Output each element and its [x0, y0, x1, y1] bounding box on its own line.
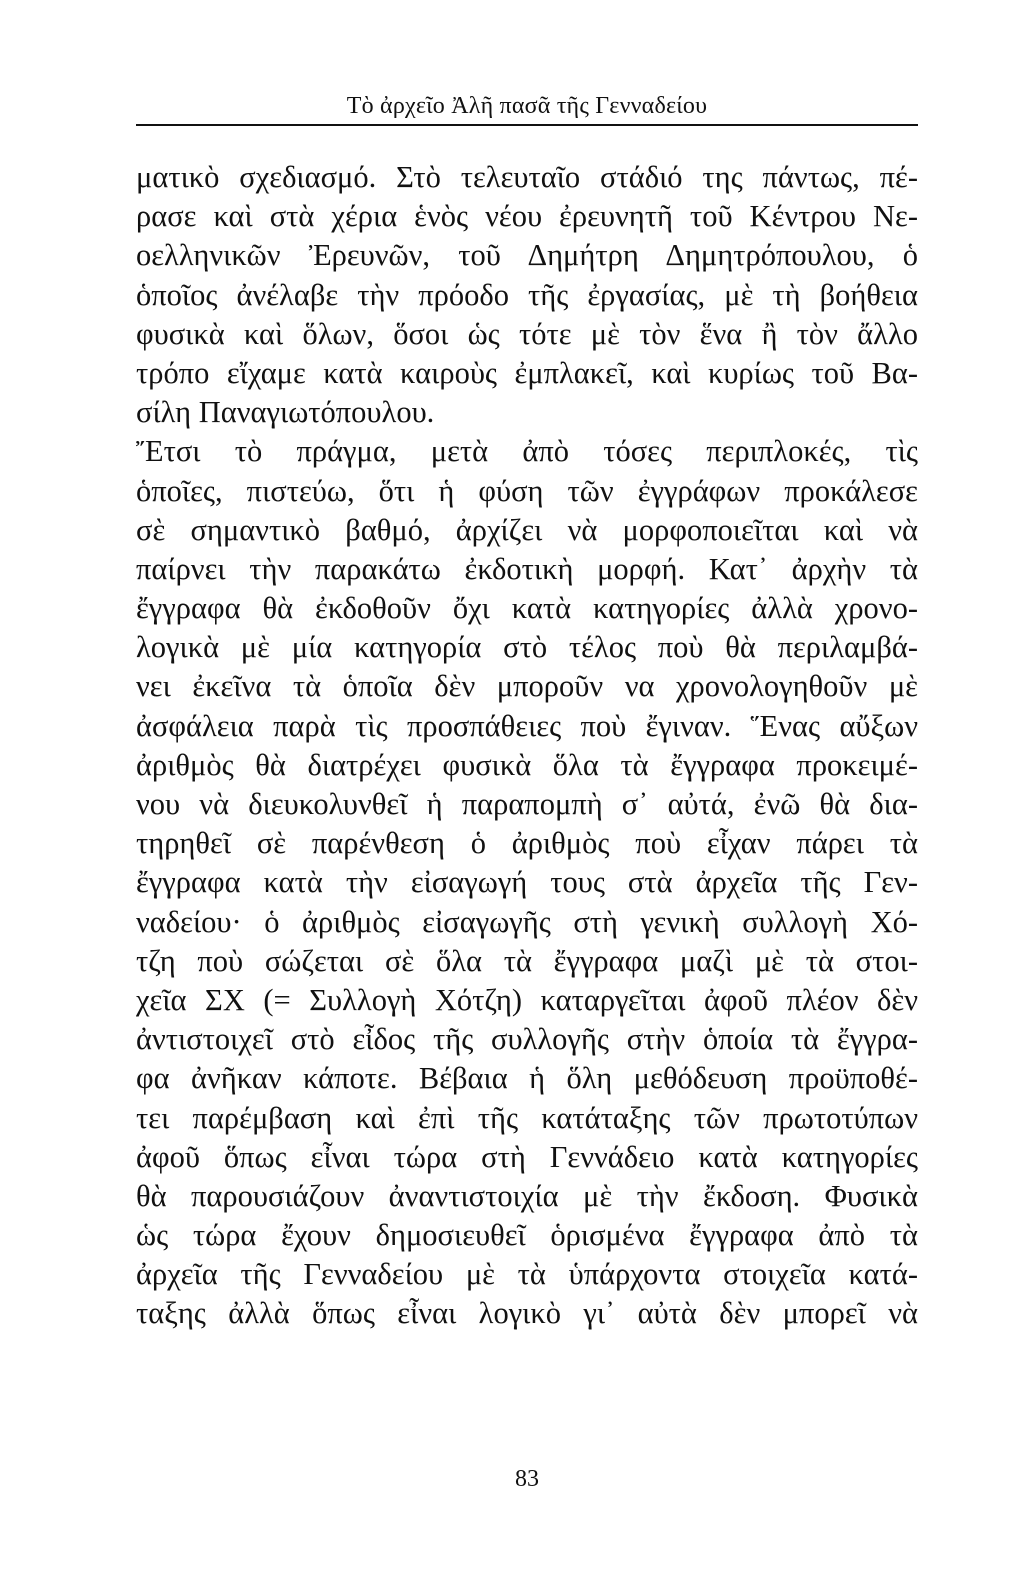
text-line: σὲ σημαντικὸ βαθμό, ἀρχίζει νὰ μορφοποιεῖται καὶ νὰ — [136, 512, 918, 547]
text-line: Ἔτσι τὸ πράγμα, μετὰ ἀπὸ τόσες περιπλοκές, τὶς — [136, 434, 918, 469]
body-text — [136, 158, 918, 1334]
text-line: λογικὰ μὲ μία κατηγορία στὸ τέλος ποὺ θὰ περιλαμβά- — [136, 630, 918, 665]
text-line: θὰ παρουσιάζουν ἀναντιστοιχία μὲ τὴν ἔκδοση. Φυσικὰ — [136, 1178, 918, 1213]
page-number: 83 — [515, 1466, 539, 1492]
text-line: ἀριθμὸς θὰ διατρέχει φυσικὰ ὅλα τὰ ἔγγραφα προκειμέ- — [136, 747, 918, 782]
text-line: ναδείου· ὁ ἀριθμὸς εἰσαγωγῆς στὴ γενικὴ συλλογὴ Χό- — [136, 904, 918, 939]
text-line: ἔγγραφα κατὰ τὴν εἰσαγωγή τους στὰ ἀρχεῖα τῆς Γεν- — [136, 865, 918, 900]
text-line: ὡς τώρα ἔχουν δημοσιευθεῖ ὁρισμένα ἔγγραφα ἀπὸ τὰ — [136, 1218, 918, 1253]
text-line: ρασε καὶ στὰ χέρια ἑνὸς νέου ἐρευνητῆ τοῦ Κέντρου Νε- — [136, 199, 918, 234]
text-line: φα ἀνῆκαν κάποτε. Βέβαια ἡ ὅλη μεθόδευση προϋποθέ- — [136, 1061, 918, 1096]
text-line: ταξης ἀλλὰ ὅπως εἶναι λογικὸ γι᾽ αὐτὰ δὲν μπορεῖ νὰ — [136, 1296, 918, 1331]
text-line: τρόπο εἴχαμε κατὰ καιροὺς ἐμπλακεῖ, καὶ κυρίως τοῦ Βα- — [136, 355, 918, 390]
text-line: τει παρέμβαση καὶ ἐπὶ τῆς κατάταξης τῶν πρωτοτύπων — [136, 1100, 918, 1135]
text-line: ὁποῖες, πιστεύω, ὅτι ἡ φύση τῶν ἐγγράφων προκάλεσε — [136, 473, 918, 508]
text-line: τζη ποὺ σώζεται σὲ ὅλα τὰ ἔγγραφα μαζὶ μὲ τὰ στοι- — [136, 943, 918, 978]
running-header: Τὸ ἀρχεῖο Ἀλῆ πασᾶ τῆς Γενναδείου — [346, 93, 708, 119]
text-line: ματικὸ σχεδιασμό. Στὸ τελευταῖο στάδιό της πάντως, πέ- — [136, 160, 918, 194]
text-line: ἀντιστοιχεῖ στὸ εἶδος τῆς συλλογῆς στὴν ὁποία τὰ ἔγγρα- — [136, 1022, 918, 1057]
text-line: ὁποῖος ἀνέλαβε τὴν πρόοδο τῆς ἐργασίας, μὲ τὴ βοήθεια — [136, 277, 918, 312]
text-line: ἀσφάλεια παρὰ τὶς προσπάθειες ποὺ ἔγιναν. Ἕνας αὔξων — [136, 708, 918, 743]
text-line: νει ἐκεῖνα τὰ ὁποῖα δὲν μποροῦν να χρονολογηθοῦν μὲ — [136, 669, 918, 704]
text-line: φυσικὰ καὶ ὅλων, ὅσοι ὡς τότε μὲ τὸν ἕνα ἢ τὸν ἄλλο — [136, 316, 918, 351]
text-line: ἀφοῦ ὅπως εἶναι τώρα στὴ Γεννάδειο κατὰ κατηγορίες — [136, 1139, 918, 1174]
text-line: ἀρχεῖα τῆς Γενναδείου μὲ τὰ ὑπάρχοντα στοιχεῖα κατά- — [136, 1257, 918, 1292]
text-line: τηρηθεῖ σὲ παρένθεση ὁ ἀριθμὸς ποὺ εἶχαν πάρει τὰ — [136, 826, 918, 861]
text-line: παίρνει τὴν παρακάτω ἐκδοτικὴ μορφή. Κατ᾽ ἀρχὴν τὰ — [136, 551, 918, 586]
text-line: σίλη Παναγιωτόπουλου. — [136, 395, 435, 430]
text-line: χεῖα ΣΧ (= Συλλογὴ Χότζη) καταργεῖται ἀφοῦ πλέον δὲν — [136, 982, 918, 1017]
text-line: οελληνικῶν Ἐρευνῶν, τοῦ Δημήτρη Δημητρόπουλου, ὁ — [136, 238, 918, 273]
header-rule — [136, 124, 918, 126]
text-line: νου νὰ διευκολυνθεῖ ἡ παραπομπὴ σ᾽ αὐτά, ἐνῶ θὰ δια- — [136, 787, 918, 821]
text-line: ἔγγραφα θὰ ἐκδοθοῦν ὄχι κατὰ κατηγορίες ἀλλὰ χρονο- — [136, 591, 918, 626]
